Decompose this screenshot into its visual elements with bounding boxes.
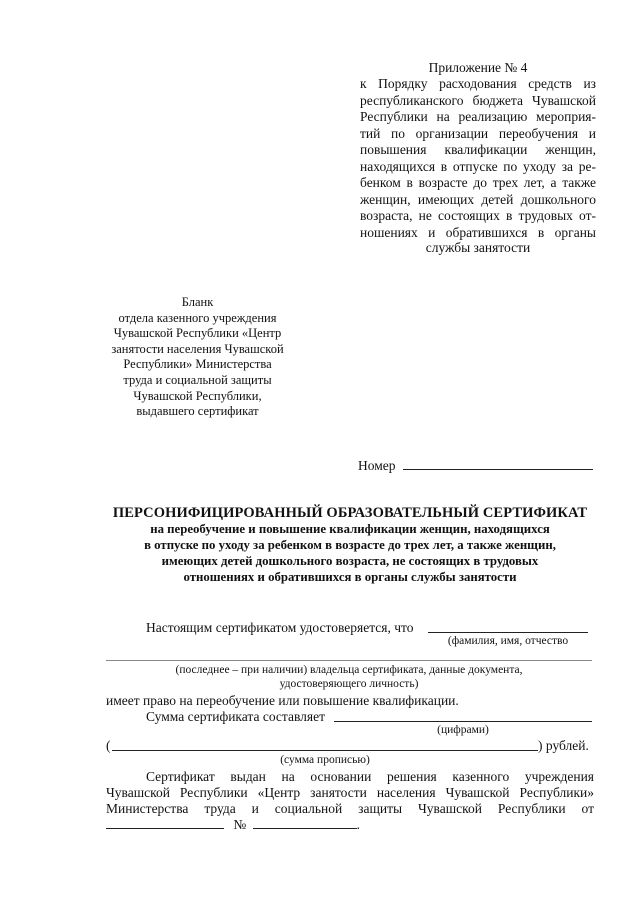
owner-caption-line: удостоверяющего личность) <box>279 678 419 690</box>
owner-field[interactable] <box>106 660 592 661</box>
words-caption: (сумма прописью) <box>280 754 370 766</box>
heading-line: отношениях и обратившихся в органы службы занятости <box>183 570 517 584</box>
blank-line: труда и социальной защиты <box>123 372 272 387</box>
digits-caption: (цифрами) <box>437 724 489 736</box>
fio-caption: (фамилия, имя, отчество <box>447 635 569 647</box>
blank-line: выдавшего сертификат <box>136 404 259 419</box>
appendix-line: бенком в возрасте до трех лет, а также <box>360 175 596 190</box>
open-paren: ( <box>106 738 111 753</box>
owner-caption-line: (последнее – при наличии) владельца сертификата, данные документа, <box>175 664 523 676</box>
blank-line: занятости населения Чувашской <box>111 341 284 356</box>
blank-line: Республики» Министерства <box>123 357 272 372</box>
blank-line: Чувашской Республики, <box>133 388 262 403</box>
sum-words-field[interactable] <box>112 736 538 751</box>
issued-line: Министерства труда и социальной защиты Чувашской Республики от <box>106 801 594 816</box>
appendix-line: ношениях и обратившихся в органы <box>360 224 596 240</box>
number-row <box>358 458 593 474</box>
appendix-line: республиканского бюджета Чувашской <box>360 92 596 108</box>
blank-line: Бланк <box>181 295 214 309</box>
certificate-title: ПЕРСОНИФИЦИРОВАННЫЙ ОБРАЗОВАТЕЛЬНЫЙ СЕРТИФИКАТ <box>112 505 588 521</box>
final-period: . <box>356 817 361 832</box>
number-sign: № <box>233 817 247 832</box>
appendix-line: к Порядку расходования средств из <box>360 76 596 91</box>
issued-line: Сертификат выдан на основании решения казенного учреждения <box>146 769 594 784</box>
blank-line: Чувашской Республики «Центр <box>113 326 282 341</box>
owner-caption <box>106 663 592 691</box>
issuer-blank-block <box>90 295 305 420</box>
issued-date-field[interactable] <box>106 828 224 829</box>
appendix-text <box>360 76 596 241</box>
sum-label: Сумма сертификата составляет <box>146 709 326 724</box>
issued-number-field[interactable] <box>253 828 357 829</box>
heading-line: в отпуске по уходу за ребенком в возрасте до трех лет, а также женщин, <box>144 538 556 552</box>
heading-line: на переобучение и повышение квалификации женщин, находящихся <box>150 522 550 536</box>
appendix-line: женщин, имеющих детей дошкольного <box>360 191 596 207</box>
appendix-line: Республики на реализацию мероприя- <box>360 109 596 124</box>
heading-line: имеющих детей дошкольного возраста, не состоящих в трудовых <box>161 554 539 568</box>
appendix-line: тий по организации переобучения и <box>360 125 596 141</box>
issued-date-row <box>106 817 360 833</box>
certificate-heading <box>100 505 600 585</box>
number-field[interactable] <box>403 469 593 470</box>
sum-digits-field[interactable] <box>334 707 592 722</box>
rubles-label: ) рублей. <box>538 738 589 753</box>
blank-line: отдела казенного учреждения <box>118 310 277 325</box>
appendix-line: повышения квалификации женщин, <box>360 142 596 157</box>
appendix-line: находящихся в отпуске по уходу за ре- <box>360 158 596 174</box>
appendix-last-line: службы занятости <box>425 240 531 255</box>
issued-line: Чувашской Республики «Центр занятости населения Чувашской Республики» <box>106 785 594 800</box>
number-label: Номер <box>358 458 396 473</box>
fio-field[interactable] <box>428 618 588 633</box>
appendix-line: возраста, не состоящих в трудовых от- <box>360 208 596 223</box>
appendix-title: Приложение № 4 <box>428 60 528 75</box>
right-to-text: имеет право на переобучение или повышение квалификации. <box>106 693 459 708</box>
certifies-text: Настоящим сертификатом удостоверяется, что <box>146 620 414 635</box>
